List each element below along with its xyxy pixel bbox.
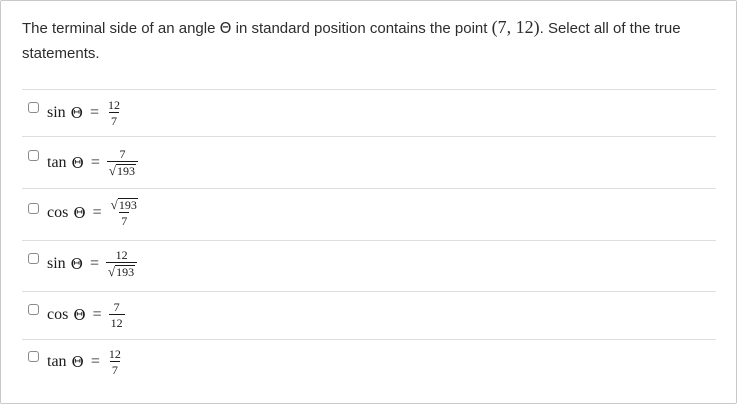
equals-sign: = bbox=[90, 353, 100, 370]
option-expression bbox=[47, 301, 125, 329]
radicand: 193 bbox=[118, 198, 137, 212]
divider bbox=[22, 136, 716, 137]
prompt-text-mid: in standard position contains the point bbox=[235, 20, 488, 37]
option-checkbox[interactable] bbox=[28, 351, 39, 362]
denominator: 12 bbox=[110, 316, 123, 330]
theta-symbol: Θ bbox=[219, 19, 232, 37]
numerator: 7 bbox=[113, 300, 120, 314]
theta-symbol: Θ bbox=[73, 306, 86, 324]
numerator: 7 bbox=[119, 147, 126, 161]
theta-symbol: Θ bbox=[70, 254, 83, 273]
option-expression bbox=[47, 148, 138, 177]
square-root bbox=[111, 198, 138, 211]
answer-option[interactable] bbox=[22, 146, 716, 178]
answer-option[interactable] bbox=[22, 197, 716, 228]
denominator: 7 bbox=[121, 214, 128, 228]
equals-sign: = bbox=[90, 153, 100, 171]
radical-icon: √ bbox=[108, 264, 116, 279]
option-checkbox[interactable] bbox=[28, 304, 39, 315]
fraction bbox=[107, 148, 138, 177]
option-expression bbox=[47, 198, 140, 227]
option-expression bbox=[47, 249, 137, 278]
answer-option[interactable] bbox=[22, 98, 716, 128]
divider bbox=[22, 291, 716, 292]
option-expression bbox=[47, 99, 122, 127]
numerator bbox=[109, 198, 140, 212]
divider bbox=[22, 188, 716, 189]
option-checkbox[interactable] bbox=[28, 203, 39, 214]
fraction bbox=[109, 198, 140, 227]
equals-sign: = bbox=[89, 104, 100, 121]
divider-top bbox=[22, 89, 716, 90]
theta-symbol: Θ bbox=[71, 153, 84, 172]
denominator bbox=[107, 161, 138, 177]
trig-function: sin bbox=[47, 254, 66, 272]
denominator bbox=[106, 262, 137, 278]
trig-function: cos bbox=[47, 306, 69, 323]
answer-option[interactable] bbox=[22, 248, 716, 279]
numerator: 12 bbox=[115, 248, 128, 262]
theta-symbol: Θ bbox=[73, 203, 86, 222]
option-checkbox[interactable] bbox=[28, 253, 39, 264]
divider bbox=[22, 339, 716, 340]
answer-option[interactable] bbox=[22, 347, 716, 377]
fraction bbox=[109, 301, 125, 329]
square-root bbox=[108, 265, 135, 278]
option-checkbox[interactable] bbox=[28, 150, 39, 161]
prompt-text-end: . Select all of the true statements. bbox=[22, 20, 681, 62]
equals-sign: = bbox=[92, 306, 102, 323]
numerator: 12 bbox=[108, 98, 121, 112]
point-coordinates: (7, 12) bbox=[491, 17, 540, 37]
numerator: 12 bbox=[108, 347, 121, 361]
trig-function: tan bbox=[47, 153, 67, 171]
equals-sign: = bbox=[92, 203, 102, 221]
fraction bbox=[106, 249, 137, 278]
fraction bbox=[106, 99, 122, 127]
fraction bbox=[107, 348, 123, 376]
trig-function: tan bbox=[47, 353, 67, 370]
option-expression bbox=[47, 348, 123, 376]
trig-function: sin bbox=[47, 104, 66, 121]
option-checkbox[interactable] bbox=[28, 102, 39, 113]
trig-function: cos bbox=[47, 203, 69, 221]
radicand: 193 bbox=[116, 265, 135, 279]
radicand: 193 bbox=[117, 164, 136, 178]
question-prompt bbox=[22, 15, 712, 66]
answer-option[interactable] bbox=[22, 300, 716, 330]
denominator: 7 bbox=[111, 114, 118, 128]
prompt-text-start: The terminal side of an angle bbox=[22, 20, 216, 37]
divider bbox=[22, 240, 716, 241]
square-root bbox=[109, 164, 136, 177]
denominator: 7 bbox=[111, 363, 118, 377]
radical-icon: √ bbox=[110, 197, 118, 212]
equals-sign: = bbox=[89, 254, 100, 272]
theta-symbol: Θ bbox=[70, 104, 83, 122]
radical-icon: √ bbox=[108, 163, 117, 178]
theta-symbol: Θ bbox=[71, 353, 84, 371]
